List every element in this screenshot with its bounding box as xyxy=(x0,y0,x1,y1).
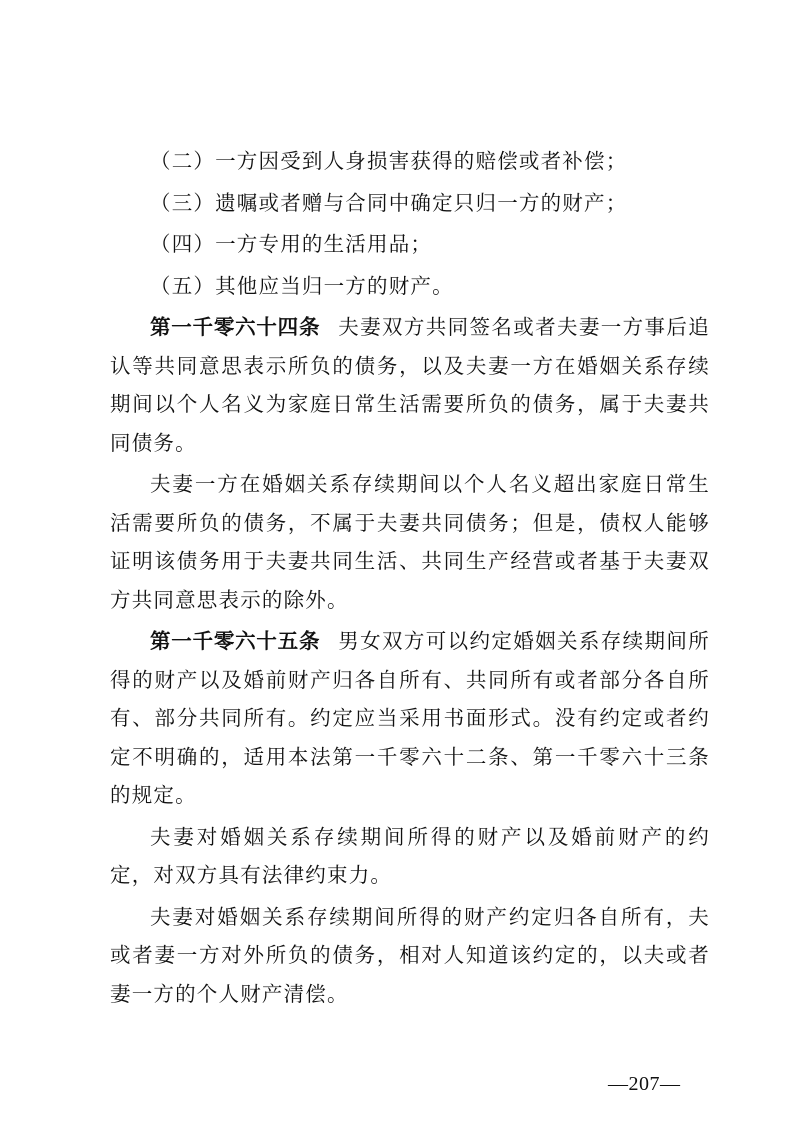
article-1065-text-1: 男女双方可以约定婚姻关系存续期间所得的财产以及婚前财产归各自所有、共同所有或者部分各自所有、部分共同所有。约定应当采用书面形式。没有约定或者约定不明确的，适用本法第一千零六十二条、第一千零六十三条的规定。 xyxy=(110,629,710,807)
article-1064-heading: 第一千零六十四条 xyxy=(150,315,321,339)
list-item-2: （二）一方因受到人身损害获得的赔偿或者补偿； xyxy=(150,149,628,173)
list-item-3: （三）遗嘱或者赠与合同中确定只归一方的财产； xyxy=(150,190,628,215)
article-1064-paragraph-1 xyxy=(110,308,710,462)
article-1065-paragraph-3: 夫妻对婚姻关系存续期间所得的财产约定归各自所有，夫或者妻一方对外所负的债务，相对人知道该约定的，以夫或者妻一方的个人财产清偿。 xyxy=(110,904,710,1006)
article-1065-heading: 第一千零六十五条 xyxy=(150,629,321,653)
article-1065-paragraph-1 xyxy=(110,622,710,815)
page-number: —207— xyxy=(608,1073,681,1095)
article-1064-paragraph-2: 夫妻一方在婚姻关系存续期间以个人名义超出家庭日常生活需要所负的债务，不属于夫妻共同债务；但是，债权人能够证明该债务用于夫妻共同生活、共同生产经营或者基于夫妻双方共同意思表示的除外。 xyxy=(110,472,710,612)
article-1064-text-1: 夫妻双方共同签名或者夫妻一方事后追认等共同意思表示所负的债务，以及夫妻一方在婚姻关系存续期间以个人名义为家庭日常生活需要所负的债务，属于夫妻共同债务。 xyxy=(110,315,710,455)
list-item-4: （四）一方专用的生活用品； xyxy=(150,232,433,256)
list-item-5: （五）其他应当归一方的财产。 xyxy=(150,273,454,298)
article-1065-paragraph-2: 夫妻对婚姻关系存续期间所得的财产以及婚前财产的约定，对双方具有法律约束力。 xyxy=(110,824,710,887)
document-body xyxy=(110,142,710,1016)
